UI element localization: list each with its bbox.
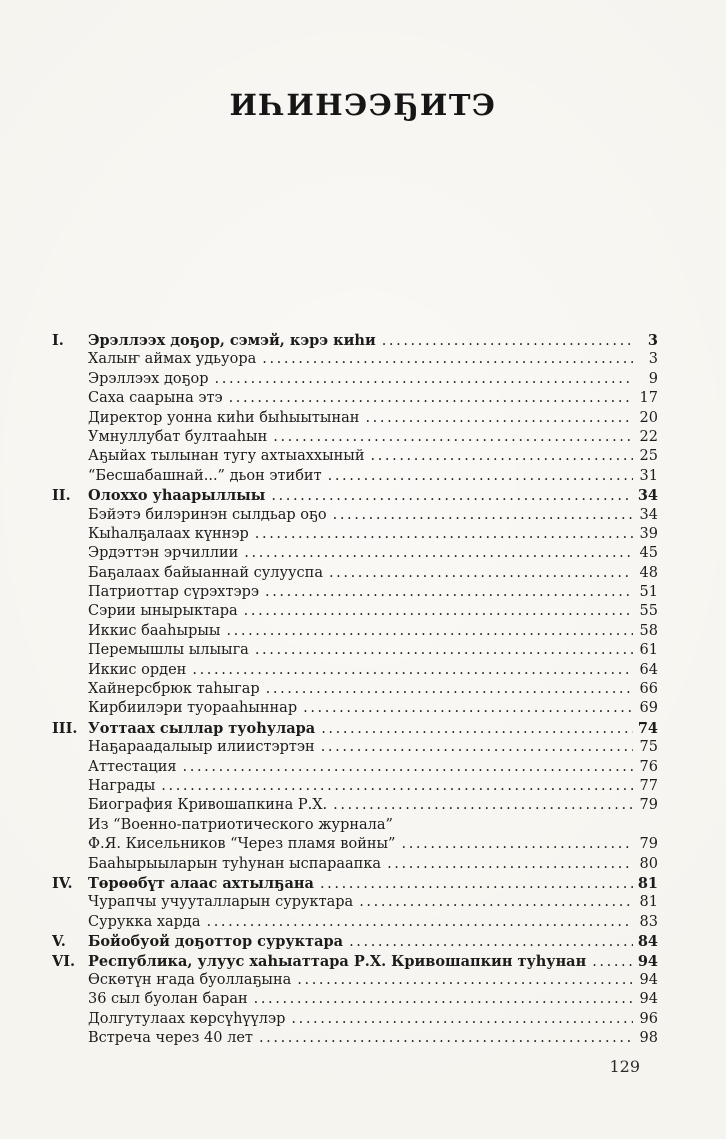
dot-leader (183, 758, 633, 777)
toc-entry-label: Өскөтүн ҥада буоллаҕына (88, 971, 292, 988)
toc-entry (52, 506, 658, 525)
toc-entry-label: Бэйэтэ билэринэн сылдьар оҕо (88, 506, 327, 523)
dot-leader (244, 544, 633, 563)
toc-entry (52, 544, 658, 563)
toc-page-number: 84 (637, 933, 658, 951)
toc-entry (52, 913, 658, 932)
toc-page-number: 75 (639, 739, 658, 756)
dot-leader (349, 933, 633, 951)
dot-leader (303, 699, 633, 718)
toc-page-number: 81 (637, 874, 658, 892)
folio-page-number: 129 (609, 1057, 640, 1076)
toc-entry-label: Иккис бааһырыы (88, 622, 221, 639)
toc-page-number: 76 (639, 758, 658, 775)
dot-leader (387, 855, 633, 874)
toc-page-number: 96 (639, 1010, 658, 1027)
table-of-contents (52, 331, 658, 1048)
toc-entry (52, 602, 658, 621)
toc-page-number: 83 (639, 913, 658, 930)
toc-entry (52, 331, 658, 350)
toc-entry (52, 874, 658, 893)
dot-leader (259, 1029, 633, 1048)
toc-entry-label: Кирбиилэри туорааһыннар (88, 700, 298, 717)
toc-entry-label: Уоттаах сыллар туоһулара (88, 719, 316, 737)
dot-leader (273, 428, 633, 447)
toc-page-number: 45 (639, 545, 658, 562)
toc-page-number: 17 (639, 390, 658, 407)
toc-page-number: 94 (639, 991, 658, 1008)
toc-entry-label: Баҕалаах байыаннай сулууспа (88, 564, 323, 581)
toc-entry-label: Сэрии ынырыктара (88, 603, 238, 620)
toc-page-number: 80 (639, 855, 658, 872)
toc-page-number: 34 (639, 506, 658, 523)
toc-entry (52, 350, 658, 369)
toc-section-numeral: III. (52, 719, 78, 737)
toc-page-number: 69 (639, 700, 658, 717)
toc-entry-label: Награды (88, 777, 156, 794)
dot-leader (215, 370, 633, 389)
dot-leader (382, 332, 633, 350)
toc-page-number: 74 (637, 719, 658, 737)
toc-entry-label: Аҕыйах тылынан тугу ахтыаххыный (88, 448, 365, 465)
dot-leader (226, 622, 633, 641)
dot-leader (265, 583, 633, 602)
toc-entry (52, 409, 658, 428)
toc-entry (52, 855, 658, 874)
toc-entry (52, 990, 658, 1009)
toc-entry (52, 486, 658, 505)
dot-leader (161, 777, 633, 796)
toc-page-number: 48 (639, 564, 658, 581)
toc-entry (52, 777, 658, 796)
toc-entry-label: Аттестация (88, 758, 177, 775)
toc-entry (52, 447, 658, 466)
toc-entry-label: Эрдэттэн эрчиллии (88, 545, 239, 562)
page-title: ИҺИНЭЭҔИТЭ (229, 88, 497, 122)
toc-page-number: 51 (639, 584, 658, 601)
dot-leader (365, 409, 633, 428)
toc-entry-label: Эрэллээх доҕор (88, 370, 209, 387)
dot-leader (262, 350, 633, 369)
toc-page-number: 39 (639, 525, 658, 542)
toc-entry (52, 758, 658, 777)
toc-page-number: 20 (639, 409, 658, 426)
dot-leader (328, 467, 633, 486)
toc-entry-label: Олоххо уһаарыллыы (88, 487, 266, 505)
dot-leader (229, 389, 633, 408)
dot-leader (359, 893, 633, 912)
toc-section-numeral: IV. (52, 874, 73, 892)
toc-entry (52, 1010, 658, 1029)
toc-entry (52, 719, 658, 738)
dot-leader (207, 913, 634, 932)
toc-entry-label: Кыһалҕалаах күннэр (88, 525, 249, 542)
dot-leader (320, 875, 633, 893)
toc-entry (52, 971, 658, 990)
toc-entry (52, 525, 658, 544)
toc-entry-label: Умнуллубат бултааһын (88, 428, 268, 445)
toc-entry (52, 699, 658, 718)
toc-entry (52, 932, 658, 951)
toc-entry-label: Бойобуой доҕоттор суруктара (88, 933, 344, 951)
toc-entry-label: Чурапчы учууталларын суруктара (88, 894, 354, 911)
toc-entry (52, 893, 658, 912)
toc-entry (52, 952, 658, 971)
toc-entry-label: Республика, улуус хаһыаттара Р.Х. Кривошапкин туһунан (88, 952, 587, 970)
toc-page-number: 79 (639, 836, 658, 853)
toc-entry (52, 835, 658, 854)
toc-entry-label: Из “Военно-патриотического журнала” (88, 816, 393, 833)
toc-entry (52, 641, 658, 660)
dot-leader (192, 661, 633, 680)
toc-section-numeral: I. (52, 332, 64, 349)
toc-entry-label: Хайнерсбрюк таһыгар (88, 681, 260, 698)
toc-entry-label: Эрэллээх доҕор, сэмэй, кэрэ киһи (88, 332, 376, 349)
toc-entry (52, 680, 658, 699)
toc-entry (52, 816, 658, 835)
toc-page-number: 3 (647, 332, 658, 349)
toc-page-number: 9 (648, 370, 658, 387)
toc-entry-label: Халыҥ аймах удьуора (88, 351, 257, 368)
toc-page-number: 98 (639, 1030, 658, 1047)
toc-entry-label: Директор уонна киһи быһыытынан (88, 409, 360, 426)
dot-leader (255, 641, 633, 660)
dot-leader (255, 525, 633, 544)
dot-leader (329, 564, 633, 583)
toc-page-number: 58 (639, 622, 658, 639)
toc-entry-label: Перемышлы ылыыга (88, 642, 249, 659)
toc-entry (52, 796, 658, 815)
toc-page-number: 55 (639, 603, 658, 620)
dot-leader (592, 953, 633, 971)
toc-entry-label: Патриоттар сүрэхтэрэ (88, 584, 260, 601)
dot-leader (321, 720, 633, 738)
toc-entry (52, 738, 658, 757)
dot-leader (321, 738, 633, 757)
dot-leader (291, 1010, 633, 1029)
toc-section-numeral: VI. (52, 952, 76, 970)
dot-leader (333, 796, 633, 815)
toc-entry (52, 661, 658, 680)
toc-page-number: 81 (639, 894, 658, 911)
dot-leader (401, 835, 633, 854)
toc-entry-label: 36 сыл буолан баран (88, 991, 248, 1008)
toc-entry-label: Наҕараадалыыр илиистэртэн (88, 739, 315, 756)
dot-leader (254, 990, 633, 1009)
toc-entry (52, 622, 658, 641)
toc-page-number: 22 (639, 428, 658, 445)
toc-entry (52, 428, 658, 447)
toc-page-number: 79 (639, 797, 658, 814)
toc-page-number: 94 (639, 971, 658, 988)
dot-leader (371, 447, 634, 466)
toc-entry (52, 467, 658, 486)
dot-leader (271, 487, 632, 505)
toc-entry (52, 1029, 658, 1048)
toc-page-number: 64 (639, 661, 658, 678)
toc-entry-label: Биография Кривошапкина Р.Х. (88, 797, 328, 814)
toc-entry-label: Бааһырыыларын туһунан ыспараапка (88, 855, 382, 872)
toc-page-number: 31 (639, 467, 658, 484)
toc-entry-label: Ф.Я. Кисельников “Через пламя войны” (88, 836, 396, 853)
toc-page-number: 66 (639, 681, 658, 698)
toc-entry-label: Встреча через 40 лет (88, 1030, 253, 1047)
toc-entry-label: Долгутулаах көрсүһүүлэр (88, 1010, 286, 1027)
toc-page-number: 61 (639, 642, 658, 659)
dot-leader (333, 506, 633, 525)
toc-entry (52, 389, 658, 408)
toc-entry (52, 370, 658, 389)
dot-leader (266, 680, 633, 699)
toc-section-numeral: V. (52, 933, 66, 951)
toc-page-number: 3 (648, 351, 658, 368)
toc-entry-label: Сурукка харда (88, 913, 201, 930)
toc-page-number: 77 (639, 777, 658, 794)
toc-section-numeral: II. (52, 487, 71, 505)
toc-entry (52, 564, 658, 583)
toc-entry (52, 583, 658, 602)
toc-page-number: 94 (637, 952, 658, 970)
toc-entry-label: Иккис орден (88, 661, 187, 678)
toc-page-number: 25 (639, 448, 658, 465)
dot-leader (297, 971, 633, 990)
toc-entry-label: “Бесшабашнай...” дьон этибит (88, 467, 322, 484)
dot-leader (244, 602, 633, 621)
toc-entry-label: Төрөөбүт алаас ахтылҕана (88, 874, 314, 892)
toc-entry-label: Саха саарына этэ (88, 390, 223, 407)
toc-page-number: 34 (637, 487, 658, 505)
